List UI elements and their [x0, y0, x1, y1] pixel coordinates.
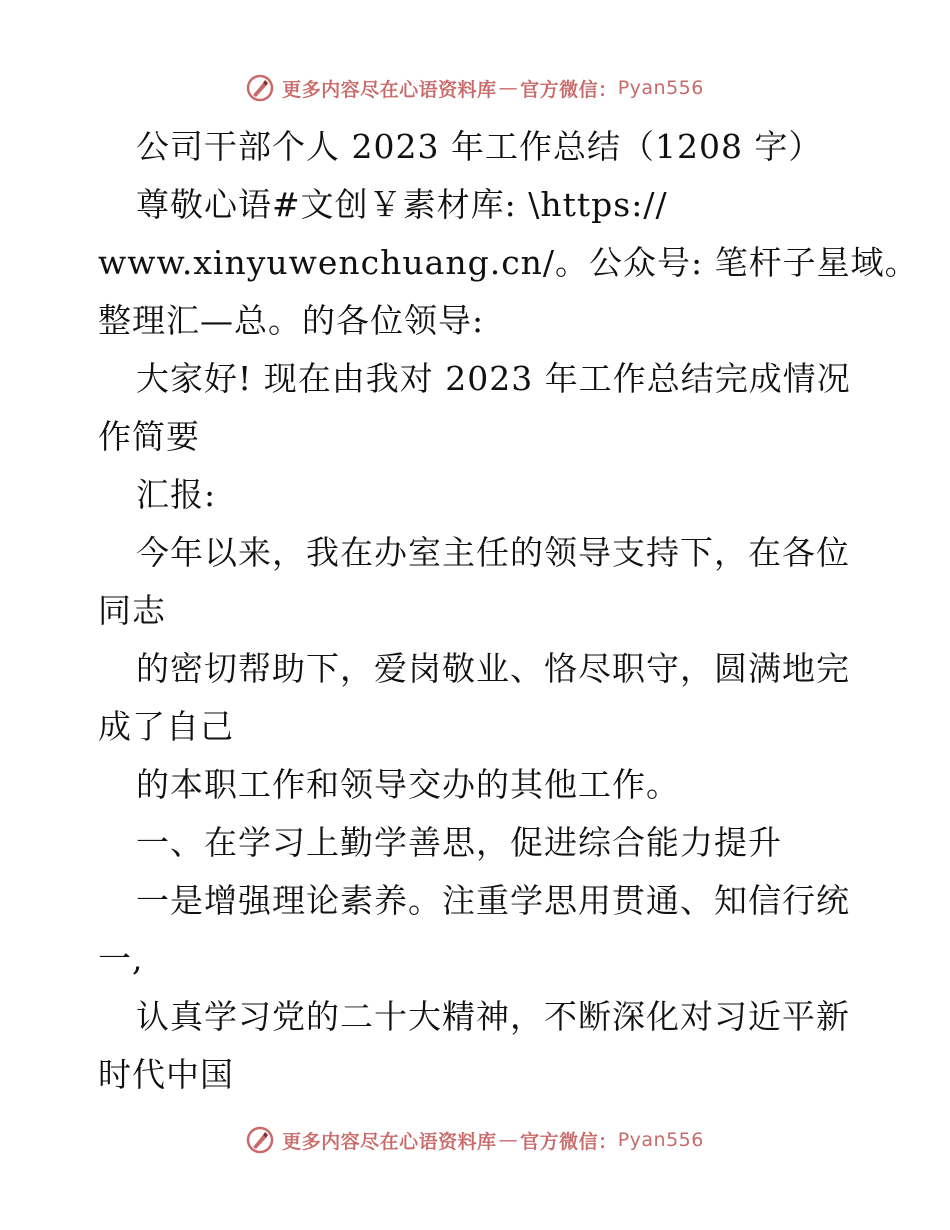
text-line: 认真学习党的二十大精神，不断深化对习近平新 [136, 997, 850, 1036]
text-line: 时代中国 [98, 1055, 234, 1094]
pen-logo-icon [246, 1126, 274, 1154]
text-line: 公司干部个人 2023 年工作总结（1208 字） [136, 127, 823, 166]
watermark-wechat-label: 官方微信： [520, 1130, 618, 1153]
text-line: 成了自己 [98, 707, 234, 746]
watermark-wechat-id: Pyan556 [617, 77, 704, 99]
text-line: 同志 [98, 591, 166, 630]
text-line: 的密切帮助下，爱岗敬业、恪尽职守，圆满地完 [136, 649, 850, 688]
watermark-separator: — [498, 1129, 519, 1151]
document-body [98, 118, 919, 1104]
watermark-separator: — [498, 77, 519, 99]
watermark-text: 更多内容尽在心语资料库 [282, 1130, 497, 1153]
pen-logo-icon [246, 74, 274, 102]
text-line: 汇报: [136, 475, 217, 514]
text-line: 一、在学习上勤学善思，促进综合能力提升 [136, 823, 782, 862]
text-line: 一是增强理论素养。注重学思用贯通、知信行统 [136, 881, 850, 920]
watermark-text: 更多内容尽在心语资料库 [282, 78, 497, 101]
text-line: 的本职工作和领导交办的其他工作。 [136, 765, 680, 804]
watermark-wechat-id: Pyan556 [617, 1129, 704, 1151]
text-line: 作简要 [98, 417, 200, 456]
text-line: 尊敬心语#文创￥素材库: \https:// [136, 185, 668, 224]
watermark-header [0, 68, 950, 108]
text-line: 一, [98, 939, 144, 978]
text-line: 大家好! 现在由我对 2023 年工作总结完成情况 [136, 359, 851, 398]
text-line: 今年以来，我在办室主任的领导支持下，在各位 [136, 533, 850, 572]
watermark-footer [0, 1120, 950, 1160]
text-line: 整理汇—总。的各位领导: [98, 301, 485, 340]
watermark-wechat-label: 官方微信： [520, 78, 618, 101]
text-line: www.xinyuwenchuang.cn/。公众号: 笔杆子星域。 [98, 243, 919, 282]
